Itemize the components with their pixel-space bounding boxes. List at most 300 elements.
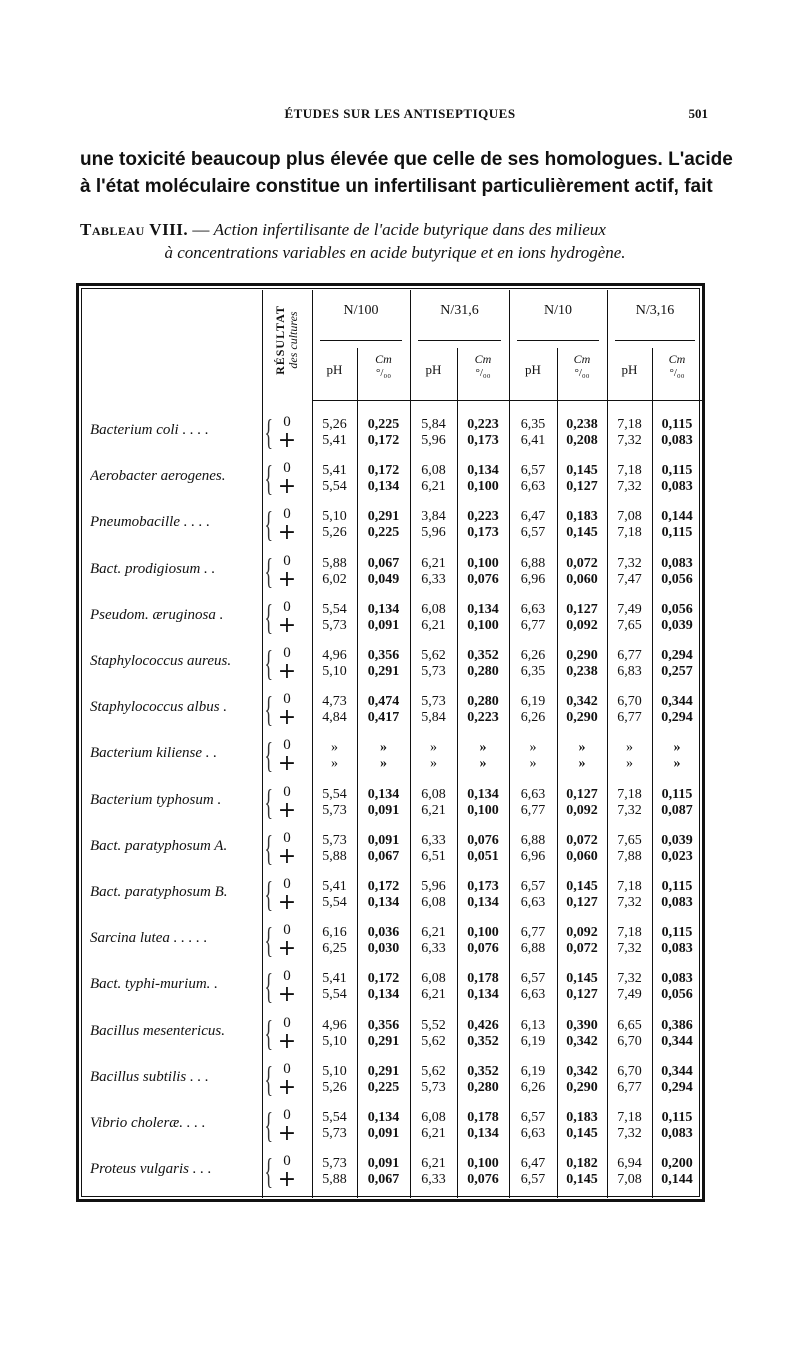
cm-value: 0,100	[467, 617, 499, 633]
ph-value: 7,32	[617, 802, 642, 818]
cm-value: 0,223	[467, 417, 499, 432]
cm-value: 0,115	[661, 925, 693, 941]
table-row	[80, 733, 705, 779]
ph-value: 5,96	[421, 525, 446, 541]
ph-value: 5,73	[421, 1079, 446, 1095]
cm-symbol: Cm	[573, 352, 591, 366]
ph-value: 6,77	[617, 710, 642, 726]
ph-value: 7,32	[617, 433, 642, 448]
result-plus: +	[277, 843, 297, 869]
result-plus: +	[277, 936, 297, 962]
ph-value: 6,21	[421, 479, 446, 495]
ph-value: 6,57	[520, 971, 546, 987]
cm-value: 0,067	[367, 555, 400, 571]
rule-horizontal	[517, 340, 599, 341]
ph-value: 5,73	[322, 617, 347, 633]
result-plus: +	[277, 705, 297, 731]
cm-value: 0,083	[661, 1126, 693, 1141]
cm-value: 0,127	[566, 895, 598, 910]
ph-value: 5,41	[322, 433, 347, 448]
result-plus: +	[277, 1074, 297, 1100]
rule-horizontal	[320, 340, 402, 341]
ph-value: 5,73	[322, 1126, 347, 1141]
cm-value: 0,067	[367, 848, 400, 864]
cm-value: 0,134	[467, 895, 499, 910]
cm-value: 0,134	[467, 601, 499, 617]
per-mille-symbol: °/₀₀	[475, 367, 491, 379]
ph-value: 7,08	[617, 509, 642, 525]
species-name: Staphylococcus aureus.	[90, 653, 232, 669]
cm-value: »	[479, 740, 487, 756]
caption-title: Action infertilisante de l'acide butyrique dans des milieux	[213, 220, 606, 239]
row-brace: {	[264, 1105, 273, 1145]
rule-horizontal	[615, 340, 695, 341]
row-brace: {	[264, 735, 273, 776]
species-name: Pneumobacille . . . .	[90, 514, 210, 531]
ph-column-header: pH	[525, 362, 541, 377]
species-name: Bacterium kiliense . .	[90, 745, 218, 762]
ph-value: 7,18	[617, 786, 642, 802]
result-plus: +	[277, 751, 297, 777]
cm-value: 0,115	[661, 417, 693, 432]
table-row	[80, 410, 705, 456]
cm-value: 0,280	[467, 664, 499, 679]
cm-value: 0,225	[367, 525, 400, 541]
cm-value: 0,134	[467, 987, 499, 1003]
cm-value: »	[673, 740, 681, 756]
result-zero: 0	[283, 876, 291, 892]
ph-value: 6,35	[520, 417, 546, 432]
ph-value: 5,41	[322, 463, 347, 479]
result-column-header	[262, 290, 312, 390]
table-row	[80, 1011, 705, 1057]
ph-value: 6,21	[421, 1156, 446, 1172]
ph-value: 6,57	[520, 879, 546, 894]
ph-value: 6,19	[520, 1033, 546, 1049]
cm-value: 0,172	[367, 433, 400, 448]
result-plus: +	[277, 1121, 297, 1146]
cm-value: 0,238	[566, 664, 598, 679]
cm-value: 0,417	[367, 710, 400, 726]
ph-value: »	[626, 740, 633, 756]
table-row	[80, 502, 705, 548]
ph-value: 6,08	[421, 1110, 446, 1125]
ph-value: 5,88	[322, 555, 347, 571]
ph-value: 5,26	[322, 1079, 347, 1095]
ph-value: 6,33	[421, 832, 446, 848]
ph-value: 6,57	[520, 1110, 546, 1125]
cm-value: 0,225	[367, 417, 400, 432]
cm-value: 0,127	[566, 987, 598, 1003]
cm-value: 0,290	[566, 1079, 598, 1095]
table-row	[80, 918, 705, 964]
ph-value: 6,26	[520, 710, 546, 726]
cm-value: 0,067	[367, 1172, 400, 1188]
cm-value: 0,072	[566, 832, 598, 848]
result-plus: +	[277, 520, 297, 546]
cm-value: 0,072	[566, 941, 598, 957]
ph-value: 5,84	[421, 417, 446, 432]
cm-value: 0,178	[467, 971, 499, 987]
cm-value: 0,172	[367, 463, 400, 479]
cm-value: 0,134	[367, 479, 400, 495]
row-brace: {	[264, 504, 273, 545]
ph-value: 6,51	[421, 848, 446, 864]
cm-column-header	[652, 352, 702, 379]
ph-value: 6,21	[421, 925, 446, 941]
cm-value: 0,115	[661, 879, 693, 894]
ph-value: 6,77	[617, 1079, 642, 1095]
result-plus: +	[277, 1167, 297, 1193]
result-zero: 0	[283, 645, 291, 661]
ph-value: 5,62	[421, 648, 446, 663]
cm-value: 0,145	[566, 1126, 598, 1141]
cm-value: 0,223	[467, 509, 499, 525]
running-title: ÉTUDES SUR LES ANTISEPTIQUES	[284, 106, 516, 121]
row-brace: {	[264, 550, 273, 591]
ph-column-header: pH	[326, 362, 343, 377]
cm-value: 0,172	[367, 971, 400, 987]
ph-value: »	[529, 756, 537, 772]
species-name: Staphylococcus albus .	[90, 699, 228, 716]
ph-value: 6,08	[421, 463, 446, 479]
ph-value: 6,94	[617, 1156, 642, 1172]
ph-value: 5,62	[421, 1063, 446, 1079]
cm-value: 0,134	[367, 786, 400, 802]
cm-value: 0,342	[566, 694, 598, 710]
cm-value: 0,083	[661, 479, 693, 495]
ph-value: 5,73	[322, 802, 347, 818]
cm-value: 0,115	[661, 525, 693, 541]
cm-value: 0,134	[367, 601, 400, 617]
species-name: Bacterium coli . . . .	[90, 422, 209, 438]
table-row	[80, 595, 705, 641]
cm-value: 0,100	[467, 802, 499, 818]
cm-value: 0,100	[467, 925, 499, 941]
cm-value: 0,083	[661, 555, 693, 571]
ph-value: »	[626, 756, 633, 772]
ph-value: 6,35	[520, 664, 546, 679]
cm-symbol: Cm	[375, 352, 392, 366]
ph-value: 6,83	[617, 664, 642, 679]
body-text	[80, 146, 733, 200]
cm-value: 0,291	[367, 509, 400, 525]
result-zero: 0	[283, 968, 291, 985]
result-zero: 0	[283, 737, 291, 754]
cm-value: 0,225	[367, 1079, 400, 1095]
ph-value: 6,88	[520, 555, 546, 571]
cm-value: 0,145	[566, 463, 598, 479]
ph-value: 5,26	[322, 525, 347, 541]
cm-symbol: Cm	[668, 352, 686, 366]
concentration-header: N/10	[544, 303, 572, 318]
ph-value: 6,57	[520, 463, 546, 479]
row-brace: {	[264, 920, 273, 961]
ph-value: 6,08	[421, 601, 446, 617]
ph-value: 7,47	[617, 571, 642, 587]
ph-value: 7,18	[617, 1110, 642, 1125]
ph-value: 6,63	[520, 601, 546, 617]
cm-value: 0,356	[367, 1017, 400, 1033]
cm-value: 0,182	[566, 1156, 598, 1172]
ph-value: »	[331, 740, 338, 756]
cm-value: 0,291	[367, 1063, 400, 1079]
ph-value: 6,70	[617, 1033, 642, 1049]
cm-value: 0,134	[367, 987, 400, 1003]
ph-value: 7,08	[617, 1172, 642, 1188]
ph-value: 5,54	[322, 601, 347, 617]
table-row	[80, 872, 705, 918]
cm-value: 0,294	[661, 648, 693, 663]
ph-value: 6,02	[322, 571, 347, 587]
ph-value: 6,21	[421, 1126, 446, 1141]
result-plus: +	[277, 612, 297, 638]
cm-value: 0,173	[467, 525, 499, 541]
cm-value: 0,127	[566, 479, 598, 495]
row-brace: {	[264, 412, 273, 452]
page-number: 501	[688, 106, 708, 121]
cm-value: 0,115	[661, 463, 693, 479]
row-brace: {	[264, 596, 273, 637]
ph-value: 6,88	[520, 832, 546, 848]
cm-value: 0,023	[661, 848, 693, 864]
ph-value: 7,49	[617, 601, 642, 617]
ph-value: 7,65	[617, 617, 642, 633]
cm-value: 0,257	[661, 664, 693, 679]
ph-value: 6,96	[520, 848, 546, 864]
cm-value: 0,091	[367, 617, 400, 633]
cm-value: »	[673, 756, 681, 772]
ph-value: 6,63	[520, 895, 546, 910]
ph-value: 6,41	[520, 433, 546, 448]
cm-value: 0,060	[566, 848, 598, 864]
cm-value: 0,344	[661, 1033, 693, 1049]
caption-line-1	[80, 218, 710, 241]
cm-value: 0,051	[467, 848, 499, 864]
result-plus: +	[277, 982, 297, 1008]
ph-value: 7,49	[617, 987, 642, 1003]
table-row	[80, 1103, 705, 1149]
cm-value: 0,145	[566, 879, 598, 894]
per-mille-symbol: °/₀₀	[574, 367, 590, 379]
cm-value: »	[578, 740, 586, 756]
cm-value: 0,238	[566, 417, 598, 432]
cm-value: 0,145	[566, 1172, 598, 1188]
cm-value: 0,100	[467, 479, 499, 495]
ph-value: 5,10	[322, 1063, 347, 1079]
ph-value: 5,10	[322, 1033, 347, 1049]
cm-value: 0,386	[661, 1017, 693, 1033]
cm-value: 0,352	[467, 1063, 499, 1079]
cm-value: 0,076	[467, 1172, 499, 1188]
result-zero: 0	[283, 783, 291, 800]
result-header-text	[274, 305, 300, 375]
cm-value: »	[578, 756, 586, 772]
cm-value: 0,076	[467, 571, 499, 587]
body-line: une toxicité beaucoup plus élevée que celle de ses homologues. L'acide	[80, 149, 733, 170]
result-zero: 0	[283, 1107, 291, 1123]
ph-value: 7,88	[617, 848, 642, 864]
ph-value: 6,57	[520, 1172, 546, 1188]
table-row	[80, 1057, 705, 1103]
cm-value: 0,134	[367, 895, 400, 910]
ph-value: 5,84	[421, 710, 446, 726]
cm-value: 0,352	[467, 1033, 499, 1049]
cm-value: 0,178	[467, 1110, 499, 1125]
result-plus: +	[277, 797, 297, 823]
cm-value: 0,036	[367, 925, 400, 941]
ph-value: 5,52	[421, 1017, 446, 1033]
cm-value: »	[380, 740, 387, 756]
ph-value: 7,32	[617, 479, 642, 495]
cm-value: 0,474	[367, 694, 400, 710]
ph-value: 7,32	[617, 555, 642, 571]
result-header-label: RÉSULTAT	[273, 305, 287, 375]
ph-value: 7,18	[617, 417, 642, 432]
species-name: Bact. paratyphosum A.	[90, 837, 228, 854]
ph-value: 6,21	[421, 617, 446, 633]
ph-value: 6,63	[520, 1126, 546, 1141]
cm-value: 0,208	[566, 433, 598, 448]
cm-value: 0,072	[566, 555, 598, 571]
ph-value: 6,16	[322, 925, 347, 941]
species-name: Bacillus subtilis . . .	[90, 1068, 209, 1085]
ph-value: 7,18	[617, 879, 642, 894]
ph-value: 7,32	[617, 895, 642, 910]
ph-value: 5,41	[322, 879, 347, 894]
caption-dash: —	[188, 220, 214, 239]
ph-value: 5,73	[421, 664, 446, 679]
ph-value: 5,54	[322, 987, 347, 1003]
ph-value: 6,26	[520, 1079, 546, 1095]
cm-value: 0,091	[367, 832, 400, 848]
cm-value: 0,145	[566, 971, 598, 987]
ph-value: 6,57	[520, 525, 546, 541]
row-brace: {	[264, 689, 273, 730]
result-plus: +	[277, 474, 297, 500]
cm-value: 0,127	[566, 786, 598, 802]
rule-horizontal	[418, 340, 501, 341]
ph-value: 7,32	[617, 971, 642, 987]
ph-value: 6,77	[520, 925, 546, 941]
row-brace: {	[264, 1151, 273, 1192]
result-zero: 0	[283, 414, 291, 430]
result-header-sublabel: des cultures	[286, 311, 300, 369]
cm-value: 0,290	[566, 648, 598, 663]
table-row	[80, 964, 705, 1010]
body-line: à l'état moléculaire constitue un infertilisant particulièrement actif, fait	[80, 176, 713, 197]
result-zero: 0	[283, 922, 291, 939]
cm-value: 0,172	[367, 879, 400, 894]
ph-value: 5,96	[421, 879, 446, 894]
result-plus: +	[277, 428, 297, 453]
cm-value: 0,134	[367, 1110, 400, 1125]
page-header	[0, 106, 800, 126]
row-brace: {	[264, 874, 273, 914]
species-name: Vibrio choleræ. . . .	[90, 1115, 206, 1131]
row-brace: {	[264, 781, 273, 822]
cm-value: 0,223	[467, 710, 499, 726]
cm-value: 0,030	[367, 941, 400, 957]
result-zero: 0	[283, 598, 291, 615]
species-name: Bact. paratyphosum B.	[90, 884, 228, 900]
cm-value: 0,083	[661, 895, 693, 910]
cm-value: 0,145	[566, 525, 598, 541]
ph-value: 5,88	[322, 1172, 347, 1188]
row-brace: {	[264, 1012, 273, 1053]
ph-value: 5,96	[421, 433, 446, 448]
ph-value: 6,77	[520, 802, 546, 818]
cm-value: 0,352	[467, 648, 499, 663]
ph-value: 6,33	[421, 571, 446, 587]
ph-value: 6,88	[520, 941, 546, 957]
ph-value: 7,65	[617, 832, 642, 848]
cm-symbol: Cm	[474, 352, 492, 366]
ph-value: 3,84	[421, 509, 446, 525]
cm-value: 0,076	[467, 941, 499, 957]
ph-value: 6,63	[520, 786, 546, 802]
row-brace: {	[264, 643, 273, 683]
caption-label: Tableau VIII.	[80, 220, 189, 239]
cm-column-header	[457, 352, 509, 379]
cm-value: 0,183	[566, 509, 598, 525]
ph-value: 5,10	[322, 509, 347, 525]
ph-value: 6,47	[520, 509, 546, 525]
ph-value: »	[331, 756, 338, 772]
concentration-header: N/3,16	[635, 303, 675, 318]
ph-value: 6,33	[421, 941, 446, 957]
species-name: Bact. typhi-murium. .	[90, 976, 218, 993]
cm-value: 0,083	[661, 941, 693, 957]
table-caption	[80, 218, 710, 264]
cm-value: 0,091	[367, 802, 400, 818]
cm-value: 0,039	[661, 617, 693, 633]
cm-value: 0,049	[367, 571, 400, 587]
ph-value: 7,32	[617, 1126, 642, 1141]
cm-value: 0,091	[367, 1156, 400, 1172]
species-name: Bact. prodigiosum . .	[90, 560, 216, 577]
ph-value: 5,54	[322, 1110, 347, 1125]
result-zero: 0	[283, 552, 291, 569]
ph-value: 5,10	[322, 664, 347, 679]
ph-value: 4,84	[322, 710, 347, 726]
cm-value: 0,060	[566, 571, 598, 587]
cm-value: 0,390	[566, 1017, 598, 1033]
cm-value: 0,127	[566, 601, 598, 617]
species-name: Proteus vulgaris . . .	[90, 1161, 212, 1178]
species-name: Sarcina lutea . . . . .	[90, 930, 208, 947]
ph-value: 7,18	[617, 525, 642, 541]
cm-value: 0,083	[661, 971, 693, 987]
ph-value: 6,21	[421, 987, 446, 1003]
ph-value: 4,96	[322, 648, 347, 663]
ph-value: 6,47	[520, 1156, 546, 1172]
cm-value: 0,280	[467, 694, 499, 710]
cm-value: 0,087	[661, 802, 693, 818]
table-row	[80, 687, 705, 733]
cm-value: 0,291	[367, 1033, 400, 1049]
cm-value: 0,083	[661, 433, 693, 448]
ph-value: 6,33	[421, 1172, 446, 1188]
ph-value: 6,63	[520, 987, 546, 1003]
result-plus: +	[277, 890, 297, 915]
ph-value: »	[430, 740, 437, 756]
result-zero: 0	[283, 1014, 291, 1031]
ph-value: 6,19	[520, 694, 546, 710]
cm-value: 0,056	[661, 571, 693, 587]
ph-value: 5,54	[322, 786, 347, 802]
cm-column-header	[357, 352, 410, 379]
